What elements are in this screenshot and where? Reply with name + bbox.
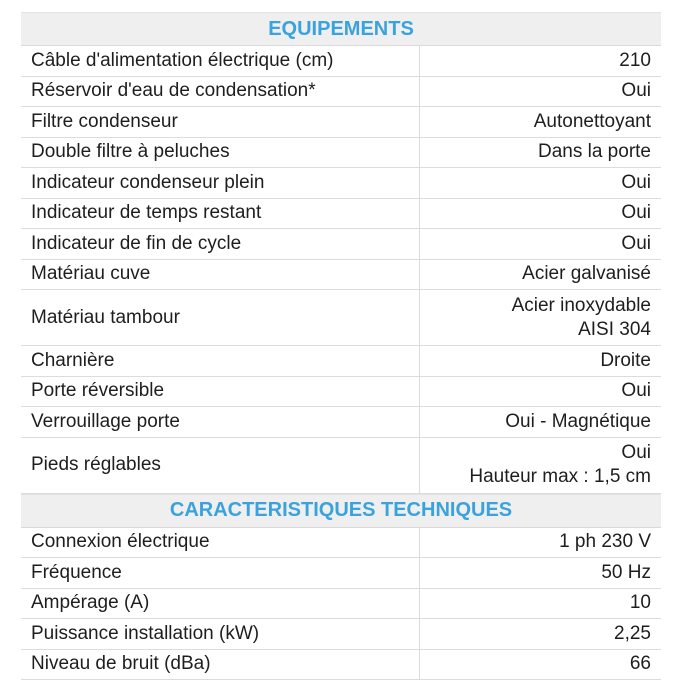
- spec-value-line: 66: [629, 653, 651, 675]
- spec-value: [420, 199, 661, 229]
- spec-row: [21, 438, 661, 494]
- spec-value-line: 10: [629, 592, 651, 614]
- spec-value: [420, 558, 661, 588]
- spec-label: Matériau cuve: [21, 260, 420, 290]
- spec-row: [21, 346, 661, 377]
- spec-label: Connexion électrique: [21, 528, 420, 558]
- spec-value: [420, 407, 661, 437]
- spec-value: [420, 377, 661, 407]
- spec-label: Pieds réglables: [21, 438, 420, 493]
- spec-value: [420, 168, 661, 198]
- spec-row: [21, 558, 661, 589]
- spec-row: [21, 168, 661, 199]
- spec-label: Matériau tambour: [21, 290, 420, 345]
- spec-value-line: 1 ph 230 V: [559, 531, 651, 553]
- spec-label: Verrouillage porte: [21, 407, 420, 437]
- spec-label: Indicateur condenseur plein: [21, 168, 420, 198]
- spec-value-line: Oui: [621, 232, 651, 254]
- spec-label: Double filtre à peluches: [21, 138, 420, 168]
- spec-value: [420, 229, 661, 259]
- spec-value-line: 50 Hz: [601, 561, 651, 583]
- spec-value-line: Oui - Magnétique: [505, 410, 651, 432]
- spec-row: [21, 107, 661, 138]
- spec-value-line: 2,25: [614, 622, 651, 644]
- spec-value-line: Oui: [621, 80, 651, 102]
- spec-row: [21, 407, 661, 438]
- section-header-equipements: EQUIPEMENTS: [21, 12, 661, 46]
- spec-value: [420, 46, 661, 76]
- spec-value-line: Oui: [621, 442, 651, 463]
- spec-row: [21, 589, 661, 620]
- section-header-caracteristiques: CARACTERISTIQUES TECHNIQUES: [21, 494, 661, 528]
- spec-row: [21, 199, 661, 230]
- spec-label: Niveau de bruit (dBa): [21, 650, 420, 680]
- spec-value-line: Oui: [621, 202, 651, 224]
- spec-label: Réservoir d'eau de condensation*: [21, 77, 420, 107]
- spec-value-line: Acier galvanisé: [522, 263, 651, 285]
- spec-value: [420, 346, 661, 376]
- spec-value: [420, 438, 661, 493]
- spec-label: Filtre condenseur: [21, 107, 420, 137]
- spec-value: [420, 107, 661, 137]
- spec-value-line: Droite: [600, 349, 651, 371]
- spec-sheet: [21, 12, 661, 680]
- spec-value: [420, 138, 661, 168]
- spec-value-line: Hauteur max : 1,5 cm: [469, 466, 651, 487]
- spec-value: [420, 589, 661, 619]
- spec-value-line: 210: [619, 49, 651, 71]
- spec-row: [21, 377, 661, 408]
- spec-row: [21, 138, 661, 169]
- spec-label: Charnière: [21, 346, 420, 376]
- spec-row: [21, 528, 661, 559]
- spec-row: [21, 650, 661, 680]
- spec-value-line: Acier inoxydable: [511, 294, 651, 316]
- spec-value: [420, 77, 661, 107]
- spec-label: Fréquence: [21, 558, 420, 588]
- spec-value: [420, 619, 661, 649]
- spec-value: [420, 528, 661, 558]
- spec-value-line: Oui: [621, 380, 651, 402]
- spec-label: Câble d'alimentation électrique (cm): [21, 46, 420, 76]
- spec-value-line: Autonettoyant: [533, 110, 651, 132]
- spec-row: [21, 46, 661, 77]
- spec-value-line: Dans la porte: [537, 141, 651, 163]
- spec-label: Ampérage (A): [21, 589, 420, 619]
- spec-label: Indicateur de fin de cycle: [21, 229, 420, 259]
- spec-row: [21, 229, 661, 260]
- spec-value-line: Oui: [621, 171, 651, 193]
- spec-label: Indicateur de temps restant: [21, 199, 420, 229]
- spec-row: [21, 260, 661, 291]
- spec-value-line: AISI 304: [578, 318, 651, 340]
- spec-value: [420, 650, 661, 680]
- spec-row: [21, 77, 661, 108]
- spec-value: [420, 260, 661, 290]
- spec-value: [420, 290, 661, 345]
- spec-label: Puissance installation (kW): [21, 619, 420, 649]
- spec-row: [21, 619, 661, 650]
- spec-row: [21, 290, 661, 346]
- spec-label: Porte réversible: [21, 377, 420, 407]
